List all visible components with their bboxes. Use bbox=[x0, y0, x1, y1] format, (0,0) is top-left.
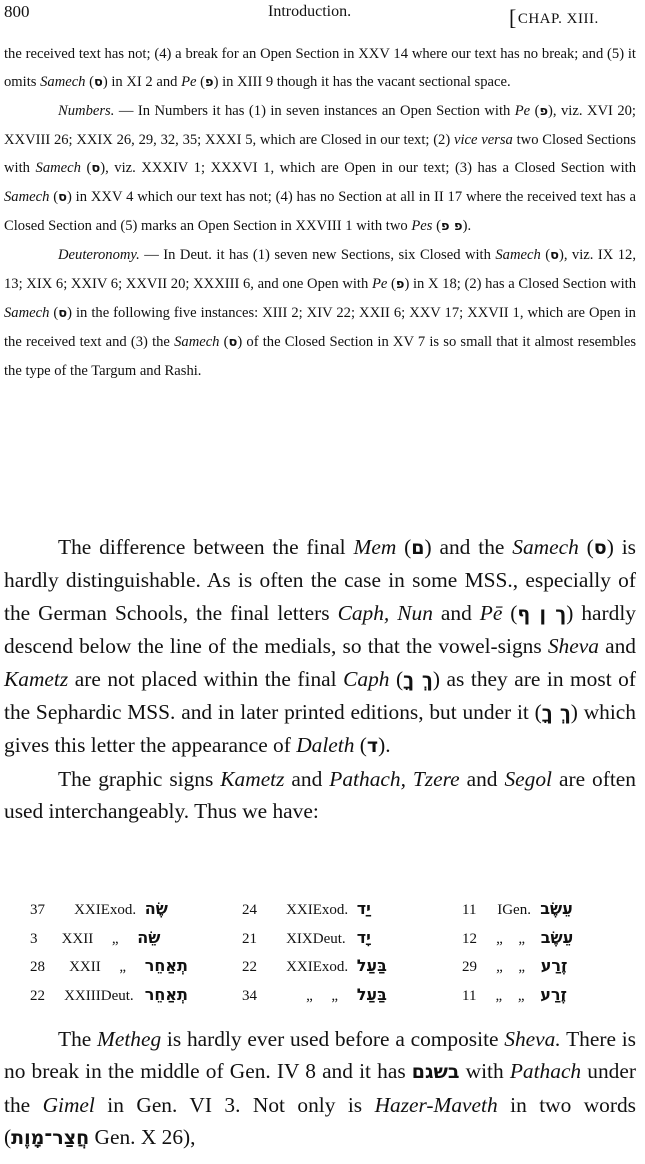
running-title: Introduction. bbox=[268, 3, 352, 20]
text-run: and bbox=[284, 766, 330, 791]
text-run: with bbox=[459, 1059, 510, 1084]
text-run: „ bbox=[119, 959, 127, 975]
chapter-label bbox=[509, 3, 599, 29]
text-run: XXIII bbox=[64, 987, 101, 1004]
section-heading-deuteronomy: Deuteronomy. bbox=[58, 247, 140, 263]
text-run: 37 bbox=[30, 902, 45, 918]
italic-text: Gimel bbox=[42, 1092, 95, 1117]
hebrew-text: יַד bbox=[356, 899, 371, 918]
example-cell bbox=[462, 928, 581, 948]
text-run: Exod. bbox=[312, 959, 349, 975]
example-cell bbox=[462, 899, 581, 919]
text-run: and bbox=[459, 766, 505, 791]
hebrew-text: תְאַחֵר bbox=[144, 984, 188, 1004]
text-run: 34 bbox=[242, 987, 257, 1004]
text-run: ( bbox=[80, 160, 92, 176]
italic-text: Mem bbox=[353, 535, 397, 559]
text-run: under the bbox=[4, 1059, 636, 1117]
chapter-text: CHAP. XIII. bbox=[517, 11, 599, 27]
text-run: „ bbox=[496, 930, 503, 947]
italic-text: Samech bbox=[40, 74, 86, 90]
hebrew-text: זֶרַע bbox=[540, 956, 568, 975]
italic-text: Pathach bbox=[509, 1059, 582, 1084]
hebrew-text: עֵשֶׂב bbox=[540, 899, 573, 918]
text-run: The graphic signs bbox=[58, 766, 221, 791]
example-cell bbox=[30, 928, 168, 948]
text-run: ), viz. XXXIV 1; XXXVI 1, which are Open in our text; (3) has a Closed Section with bbox=[100, 160, 637, 176]
text-run: and bbox=[432, 600, 480, 625]
text-run: ( bbox=[432, 218, 441, 234]
hebrew-text: ס bbox=[228, 335, 238, 350]
hebrew-text: ס bbox=[593, 537, 607, 559]
example-cell bbox=[30, 985, 196, 1005]
italic-text: Samech bbox=[174, 334, 220, 350]
text-run: XXII bbox=[69, 959, 101, 975]
hebrew-text: ךְ ךָ bbox=[403, 668, 433, 691]
text-run: „ bbox=[495, 987, 503, 1004]
table-row bbox=[30, 897, 630, 926]
italic-text: Hazer-Maveth bbox=[374, 1092, 498, 1117]
text-run: ) in X 18; (2) has a Closed Section with bbox=[404, 276, 636, 292]
text-run: 11 bbox=[462, 902, 477, 918]
italic-text: Pathach, Tzere bbox=[329, 766, 460, 791]
hebrew-text: בַּעַל bbox=[356, 956, 387, 975]
text-run: 3 bbox=[30, 930, 38, 947]
text-run: 24 bbox=[242, 902, 257, 918]
italic-text: Sheva bbox=[547, 634, 599, 659]
italic-text: Samech bbox=[35, 160, 81, 176]
example-cell bbox=[242, 985, 395, 1005]
hebrew-text: בַּעַל bbox=[356, 984, 387, 1004]
hebrew-text: שֵׂה bbox=[137, 927, 161, 947]
text-run: 11 bbox=[462, 987, 477, 1004]
text-run: ). bbox=[378, 733, 391, 758]
text-run: ) in XIII 9 though it has the vacant sectional space. bbox=[213, 74, 511, 90]
hebrew-text: פ bbox=[395, 277, 405, 292]
text-run: There is no break in the middle of Gen. IV 8 and it has bbox=[4, 1027, 637, 1084]
italic-text: Samech bbox=[495, 247, 541, 263]
example-cell bbox=[462, 985, 575, 1005]
text-run: ) which gives this letter the appearance of bbox=[4, 700, 636, 758]
text-run: — In Numbers it has (1) in seven instances an Open Section with bbox=[114, 103, 515, 119]
paragraph-numbers bbox=[4, 97, 636, 241]
italic-text: Kametz bbox=[4, 666, 69, 691]
table-row bbox=[30, 954, 630, 983]
text-run: 21 bbox=[242, 930, 257, 947]
italic-text: Pe bbox=[514, 103, 531, 119]
paragraph-deuteronomy bbox=[4, 241, 636, 385]
text-run: Deut. bbox=[100, 987, 134, 1004]
text-run: is hardly ever used before a composite bbox=[161, 1027, 505, 1051]
text-run: Exod. bbox=[100, 902, 137, 918]
italic-text: Pe bbox=[371, 276, 388, 292]
text-run: ( bbox=[530, 103, 540, 119]
hebrew-text: ם bbox=[411, 537, 425, 559]
text-run: The bbox=[58, 1027, 98, 1051]
text-run: „ bbox=[517, 987, 525, 1004]
hebrew-text: ךְ ךָ bbox=[541, 702, 571, 725]
text-run: ) as they are in most of the Sephardic MSS. and in later printed editions, but under it ( bbox=[4, 666, 636, 725]
text-run: XXI bbox=[74, 902, 101, 918]
text-run: „ bbox=[331, 987, 339, 1004]
text-run: 22 bbox=[30, 987, 45, 1004]
example-cell bbox=[462, 956, 575, 976]
text-run: Deut. bbox=[312, 930, 346, 947]
hebrew-text: ך ן ף bbox=[517, 602, 567, 625]
hebrew-word: בשגם bbox=[411, 1061, 460, 1084]
text-run: XIX bbox=[286, 930, 313, 947]
main-text-upper bbox=[4, 531, 636, 828]
text-run: and bbox=[598, 634, 637, 659]
hebrew-text: ס bbox=[91, 161, 101, 176]
italic-text: Sheva. bbox=[504, 1027, 561, 1051]
text-run: are often used interchangeably. Thus we have: bbox=[4, 766, 636, 824]
text-run: ( bbox=[396, 535, 412, 559]
paragraph-metheg bbox=[4, 1023, 636, 1155]
table-row bbox=[30, 926, 630, 955]
text-run: ( bbox=[387, 276, 396, 292]
text-run: ( bbox=[85, 74, 94, 90]
text-run: 12 bbox=[462, 930, 477, 947]
italic-text: Pes bbox=[411, 218, 433, 234]
text-run: I bbox=[497, 902, 503, 918]
text-run: Gen. X 26), bbox=[89, 1125, 196, 1150]
examples-table bbox=[30, 897, 630, 1011]
text-run: „ bbox=[518, 959, 526, 975]
text-run: ( bbox=[502, 600, 518, 625]
text-run: ( bbox=[354, 733, 367, 758]
text-run: ( bbox=[196, 74, 205, 90]
text-run: ) is hardly distinguishable. As is often the case in some MSS., especially of the German Schools, the final letters bbox=[4, 535, 636, 625]
page-number: 800 bbox=[4, 2, 30, 21]
text-run: ). bbox=[462, 218, 472, 234]
text-run: are not placed within the final bbox=[68, 666, 344, 691]
italic-text: Caph bbox=[343, 666, 390, 691]
text-run: ( bbox=[389, 666, 404, 691]
text-run: ) in the following five instances: XIII 2; XIV 22; XXII 6; XXV 17; XXVII 1, which are Open in the received text and (3) the bbox=[4, 305, 636, 350]
text-run: the received text has not; (4) a break for an Open Section in XXV 14 where our text has no break; and (5) it omits bbox=[4, 46, 636, 90]
chapter-bracket: [ bbox=[509, 5, 517, 30]
italic-text: Pe bbox=[181, 74, 197, 90]
hebrew-text: פ bbox=[539, 104, 549, 119]
section-heading-numbers: Numbers. bbox=[58, 103, 115, 119]
hebrew-text: יָד bbox=[356, 927, 371, 947]
hebrew-word: חֲצַר־מָוֶת bbox=[11, 1127, 90, 1150]
italic-text: Daleth bbox=[296, 733, 355, 758]
italic-text: Kametz bbox=[220, 766, 285, 791]
hebrew-text: ס bbox=[550, 248, 559, 263]
paragraph-continuation bbox=[4, 40, 636, 97]
italic-text: Samech bbox=[4, 189, 50, 205]
text-run: ( bbox=[540, 247, 551, 263]
running-header bbox=[4, 2, 640, 28]
text-run: ( bbox=[49, 189, 59, 205]
text-run: „ bbox=[496, 959, 503, 975]
text-run: ), viz. IX 12, 13; XIX 6; XXIV 6; XXVII 20; XXXIII 6, and one Open with bbox=[4, 247, 636, 292]
text-run: ( bbox=[49, 305, 59, 321]
italic-text: Samech bbox=[512, 535, 579, 559]
table-row bbox=[30, 983, 630, 1012]
text-run: Exod. bbox=[312, 902, 349, 918]
hebrew-text: ס bbox=[58, 190, 67, 205]
text-run: 22 bbox=[242, 959, 257, 975]
example-cell bbox=[242, 899, 379, 919]
hebrew-text: תְאַחֵר bbox=[144, 956, 188, 975]
text-run: Gen. bbox=[502, 902, 531, 918]
text-run: ( bbox=[578, 535, 594, 559]
italic-text: vice versa bbox=[453, 132, 513, 148]
italic-text: Pē bbox=[479, 600, 503, 625]
example-cell bbox=[242, 956, 395, 976]
text-run: 28 bbox=[30, 959, 45, 975]
example-cell bbox=[30, 899, 176, 919]
text-run: ) in XXV 4 which our text has not; (4) has no Section at all in II 17 where the received text has a Closed Section and (5) marks an Open Section in XXVIII 1 with two bbox=[4, 189, 636, 234]
italic-text: Caph, Nun bbox=[337, 600, 433, 625]
text-run: ) in XI 2 and bbox=[102, 74, 182, 90]
text-run: XXII bbox=[61, 930, 94, 947]
text-run: ( bbox=[219, 334, 229, 350]
text-run: „ bbox=[518, 930, 526, 947]
text-run: in two words ( bbox=[4, 1092, 636, 1150]
hebrew-samech: ס bbox=[94, 75, 103, 90]
text-run: XXI bbox=[286, 959, 313, 975]
hebrew-text: עֵשֶׂב bbox=[540, 927, 574, 947]
hebrew-text: ד bbox=[366, 735, 379, 758]
text-run: „ bbox=[111, 930, 119, 947]
text-run: two Closed Sections with bbox=[4, 132, 636, 176]
italic-text: Segol bbox=[504, 766, 552, 791]
hebrew-text: שֶׂה bbox=[144, 899, 168, 918]
text-run: ) of the Closed Section in XV 7 is so small that it almost resembles the type of the Targum and Rashi. bbox=[4, 334, 637, 379]
hebrew-text: זֶרַע bbox=[540, 984, 567, 1004]
text-run: The difference between the final bbox=[58, 535, 354, 559]
small-print-notes bbox=[4, 40, 636, 385]
text-run: „ bbox=[306, 987, 313, 1004]
italic-text: Samech bbox=[4, 305, 50, 321]
text-run: 29 bbox=[462, 959, 477, 975]
italic-text: Metheg bbox=[97, 1027, 162, 1051]
hebrew-text: ס bbox=[58, 306, 68, 321]
example-cell bbox=[30, 956, 196, 976]
paragraph-final-letters bbox=[4, 531, 636, 763]
text-run: ) hardly descend below the line of the medials, so that the vowel-signs bbox=[4, 600, 636, 659]
hebrew-pe: פ bbox=[205, 75, 214, 90]
text-run: in Gen. VI 3. Not only is bbox=[94, 1092, 375, 1117]
text-run: ) and the bbox=[424, 535, 513, 559]
text-run: XXI bbox=[286, 902, 313, 918]
hebrew-text: פ פ bbox=[440, 219, 463, 234]
example-cell bbox=[242, 928, 379, 948]
text-run: ), viz. XVI 20; XXVIII 26; XXIX 26, 29, 32, 35; XXXI 5, which are Closed in our text; (2) bbox=[4, 103, 636, 148]
main-text-lower bbox=[4, 1023, 636, 1155]
text-run: — In Deut. it has (1) seven new Sections, six Closed with bbox=[139, 247, 496, 263]
paragraph-graphic-signs bbox=[4, 763, 636, 828]
